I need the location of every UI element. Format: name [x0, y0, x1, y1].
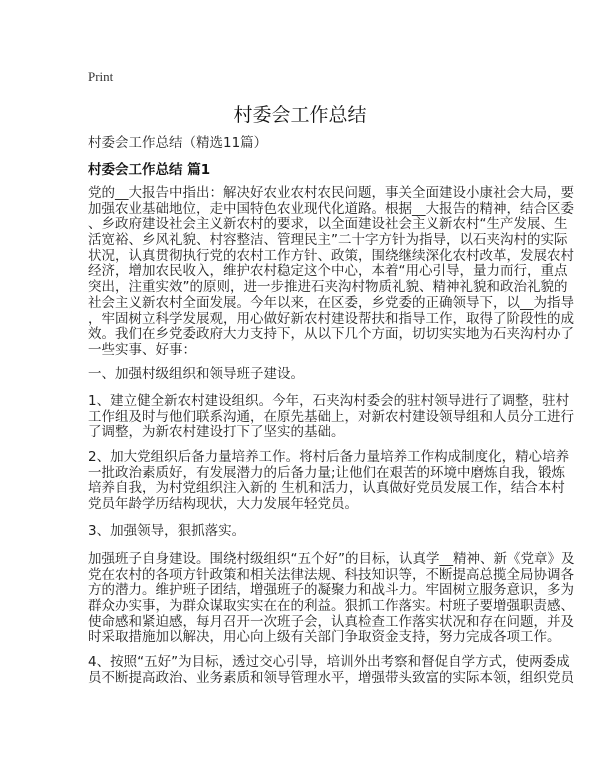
paragraph-line: 经济，增加农民收入，维护农村稳定这个中心，本着“用心引导，量力而行，重点	[88, 263, 568, 280]
paragraph-line: 加强班子自身建设。围绕村级组织“五个好”的目标，认真学__精神、新《党章》及	[88, 551, 575, 567]
paragraph	[88, 186, 574, 359]
print-link[interactable]: Print	[88, 69, 114, 84]
paragraph-line: 、乡政府建设社会主义新农村的要求，以全面建设社会主义新农村“生产发展、生	[88, 216, 568, 233]
paragraph-line: 党的__大报告中指出：解决好农业农村农民问题，事关全面建设小康社会大局，要	[88, 185, 574, 201]
paragraph	[88, 524, 245, 540]
paragraph-line: 状况，认真贯彻执行党的农村工作方针、政策，围绕继续深化农村改革，发展农村	[88, 247, 574, 264]
document-subtitle: 村委会工作总结（精选11篇）	[88, 135, 268, 151]
paragraph	[88, 552, 575, 646]
paragraph-line: 1、建立健全新农村建设组织。今年，石夹沟村委会的驻村领导进行了调整，驻村	[88, 393, 570, 409]
paragraph-line: ，牢固树立科学发展观，用心做好新农村建设帮扶和指导工作，取得了阶段性的成	[88, 310, 574, 327]
paragraph-line: 一批政治素质好，有发展潜力的后备力量;让他们在艰苦的环境中磨炼自我，锻炼	[88, 464, 566, 481]
paragraph-line: 突出，注重实效”的原则，进一步推进石夹沟村物质礼貌、精神礼貌和政治礼貌的	[88, 279, 568, 296]
section-heading: 村委会工作总结 篇1	[88, 162, 211, 178]
paragraph-line: 工作组及时与他们联系沟通，在原先基础上，对新农村建设领导组和人员分工进行	[88, 408, 574, 425]
paragraph-line: 了调整，为新农村建设打下了坚实的基础。	[88, 424, 345, 441]
paragraph-line: 一、加强村级组织和领导班子建设。	[88, 366, 304, 382]
paragraph-line: 使命感和紧迫感，每月召开一次班子会，认真检查工作落实状况和存在问题，并及	[88, 613, 574, 630]
paragraph-line: 群众办实事，为群众谋取实实在在的利益。狠抓工作落实。村班子要增强职责感、	[88, 598, 574, 615]
page-title: 村委会工作总结	[233, 104, 367, 126]
paragraph-line: 时采取措施加以解决，用心向上级有关部门争取资金支持，努力完成各项工作。	[88, 629, 561, 646]
paragraph-line: 3、加强领导，狠抓落实。	[88, 523, 246, 539]
paragraph-line: 加强农业基础地位，走中国特色农业现代化道路。根据__大报告的精神，结合区委	[88, 200, 574, 217]
paragraph-line: 党在农村的各项方针政策和相关法律法规、科技知识等，不断提高总揽全局协调各	[88, 566, 574, 583]
paragraph-line: 员不断提高政治、业务素质和领导管理水平，增强带头致富的实际本领，组织党员	[88, 669, 574, 686]
paragraph-line: 培养自我，为村党组织注入新的 生机和活力，认真做好党员发展工作，结合本村	[88, 480, 565, 497]
paragraph-line: 方的潜力。维护班子团结，增强班子的凝聚力和战斗力。牢固树立服务意识，多为	[88, 582, 574, 599]
paragraph	[88, 450, 569, 513]
paragraph-line: 党员年龄学历结构现状，大力发展年轻党员。	[88, 496, 358, 513]
paragraph-line: 2、加大党组织后备力量培养工作。将村后备力量培养工作构成制度化，精心培养	[88, 449, 570, 465]
paragraph	[88, 655, 574, 686]
paragraph	[88, 394, 574, 441]
paragraph-line: 社会主义新农村全面发展。今年以来，在区委，乡党委的正确领导下，以__为指导	[88, 294, 574, 311]
paragraph-line: 4、按照“五好”为目标，透过交心引导，培训外出考察和督促自学方式，使两委成	[88, 654, 570, 670]
paragraph-line: 一些实事、好事：	[88, 341, 196, 358]
paragraph-line: 活宽裕、乡风礼貌、村容整洁、管理民主”二十字方针为指导，以石夹沟村的实际	[88, 232, 568, 249]
paragraph	[88, 367, 304, 383]
paragraph-line: 效。我们在乡党委政府大力支持下，从以下几个方面，切切实实地为石夹沟村办了	[88, 326, 574, 343]
